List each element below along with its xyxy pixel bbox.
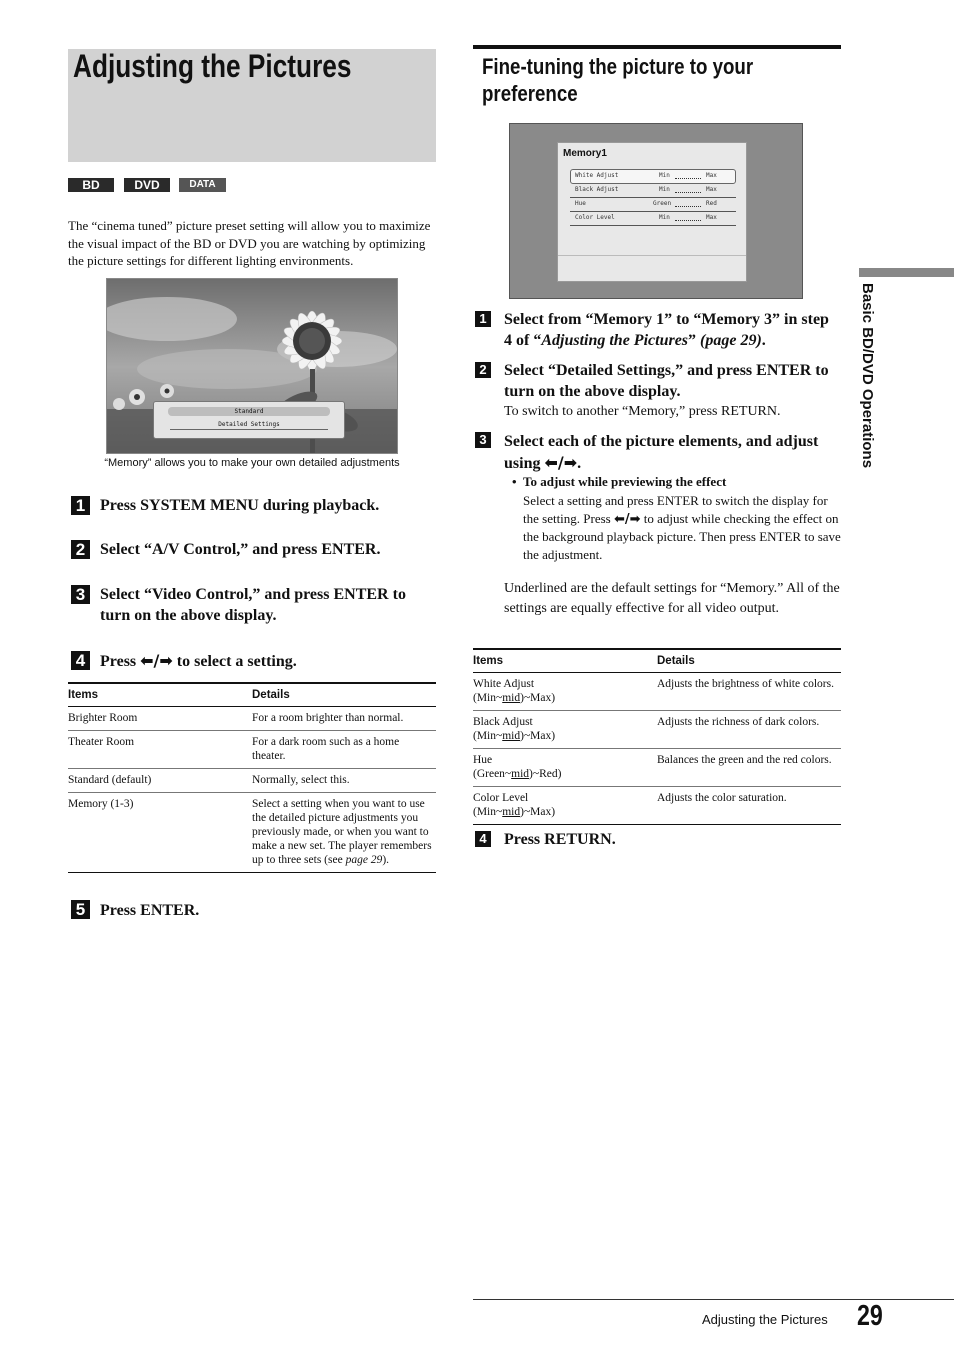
table-row: Standard (default) Normally, select this. [68, 769, 436, 793]
left-right-arrows-icon: ⬅/➡ [544, 453, 578, 472]
table-header-details: Details [252, 683, 436, 707]
step-number: 2 [475, 362, 491, 378]
badge-data-dvd: DATA DVD [179, 178, 226, 192]
step-5-text: Press ENTER. [100, 902, 200, 919]
heading-rule [473, 45, 841, 49]
panel-divider [558, 255, 746, 256]
bullet-dot: • [512, 474, 517, 489]
bullet-title: To adjust while previewing the effect [523, 474, 727, 489]
left-right-arrows-icon: ⬅/➡ [614, 511, 641, 527]
slider-scale [675, 188, 701, 193]
memory-panel [557, 142, 747, 282]
step-number: 1 [71, 496, 90, 515]
default-settings-note: Underlined are the default settings for “Memory.” All of the settings are equally effective for all video output. [504, 581, 840, 616]
badge-bd: BD [68, 178, 114, 192]
step-number: 3 [475, 432, 491, 448]
section-heading: Fine-tuning the picture to your preference [482, 54, 754, 106]
page-title: Adjusting the Pictures [73, 48, 352, 84]
preset-table [68, 682, 436, 873]
memory-settings-list [570, 169, 736, 226]
table-row: White Adjust (Min~mid)~Max) Adjusts the brightness of white colors. [473, 673, 841, 711]
step-number: 2 [71, 540, 90, 559]
side-tab-bar [859, 268, 954, 277]
sunflower-photo [106, 278, 398, 454]
table-row: Memory (1-3) Select a setting when you want to use the detailed picture adjustments you previously made, or when you want to make a new set. The player remembers up to three sets (see page 29). [68, 793, 436, 873]
photo-menu-detailed[interactable]: Detailed Settings [170, 420, 328, 430]
right-step-4-text: Press RETURN. [504, 831, 616, 848]
side-tab [858, 283, 882, 483]
memory-screen-image [509, 123, 803, 299]
right-step-3-text: Select each of the picture elements, and adjust using ⬅/➡. [504, 433, 819, 472]
step-number: 5 [71, 900, 90, 919]
step-2-text: Select “A/V Control,” and press ENTER. [100, 541, 381, 558]
photo-menu-overlay [153, 401, 345, 439]
photo-caption: “Memory” allows you to make your own detailed adjustments [104, 457, 400, 469]
right-step-2-text: Select “Detailed Settings,” and press ENTER to turn on the above display. [504, 362, 829, 400]
memory-row-white[interactable]: White Adjust Min Max [570, 169, 736, 184]
badge-dvd: DVD [124, 178, 170, 192]
step-number: 3 [71, 585, 90, 604]
table-header-items: Items [473, 649, 657, 673]
slider-scale [675, 216, 701, 221]
left-right-arrows-icon: ⬅/➡ [140, 651, 173, 670]
right-step-1-text: Select from “Memory 1” to “Memory 3” in step 4 of “Adjusting the Pictures” (page 29). [504, 311, 829, 349]
memory-row-hue[interactable]: Hue Green Red [570, 198, 736, 212]
step-3-text: Select “Video Control,” and press ENTER to turn on the above display. [100, 586, 406, 624]
step-number: 4 [475, 831, 491, 847]
table-header-items: Items [68, 683, 252, 707]
intro-paragraph: The “cinema tuned” picture preset setting will allow you to maximize the visual impact of the BD or DVD you are watching by optimizing the picture settings for different lighting environments. [68, 218, 431, 268]
step-1-text: Press SYSTEM MENU during playback. [100, 497, 380, 514]
page-number: 29 [857, 1300, 883, 1332]
step-number: 1 [475, 311, 491, 327]
slider-scale [675, 202, 701, 207]
step-4-text: Press ⬅/➡ to select a setting. [100, 651, 297, 670]
bullet-body: Select a setting and press ENTER to switch the display for the setting. Press ⬅/➡ to adjust while checking the effect on the background playback picture. Then press ENTER to save the adjustment. [523, 493, 841, 562]
memory-table [473, 648, 841, 825]
slider-scale [675, 174, 701, 179]
table-header-details: Details [657, 649, 841, 673]
photo-menu-standard[interactable]: Standard [168, 407, 330, 416]
table-row: Color Level (Min~mid)~Max) Adjusts the color saturation. [473, 787, 841, 825]
step-number: 4 [71, 651, 90, 670]
memory-row-color[interactable]: Color Level Min Max [570, 212, 736, 226]
right-step-2-sub: To switch to another “Memory,” press RETURN. [504, 404, 781, 419]
side-tab-label: Basic BD/DVD Operations [859, 283, 876, 469]
table-row: Brighter Room For a room brighter than normal. [68, 707, 436, 731]
table-row: Hue (Green~mid)~Red) Balances the green and the red colors. [473, 749, 841, 787]
footer-section: Adjusting the Pictures [702, 1312, 828, 1327]
memory-title: Memory1 [563, 148, 607, 159]
memory-row-black[interactable]: Black Adjust Min Max [570, 184, 736, 198]
table-row: Black Adjust (Min~mid)~Max) Adjusts the richness of dark colors. [473, 711, 841, 749]
table-row: Theater Room For a dark room such as a home theater. [68, 731, 436, 769]
